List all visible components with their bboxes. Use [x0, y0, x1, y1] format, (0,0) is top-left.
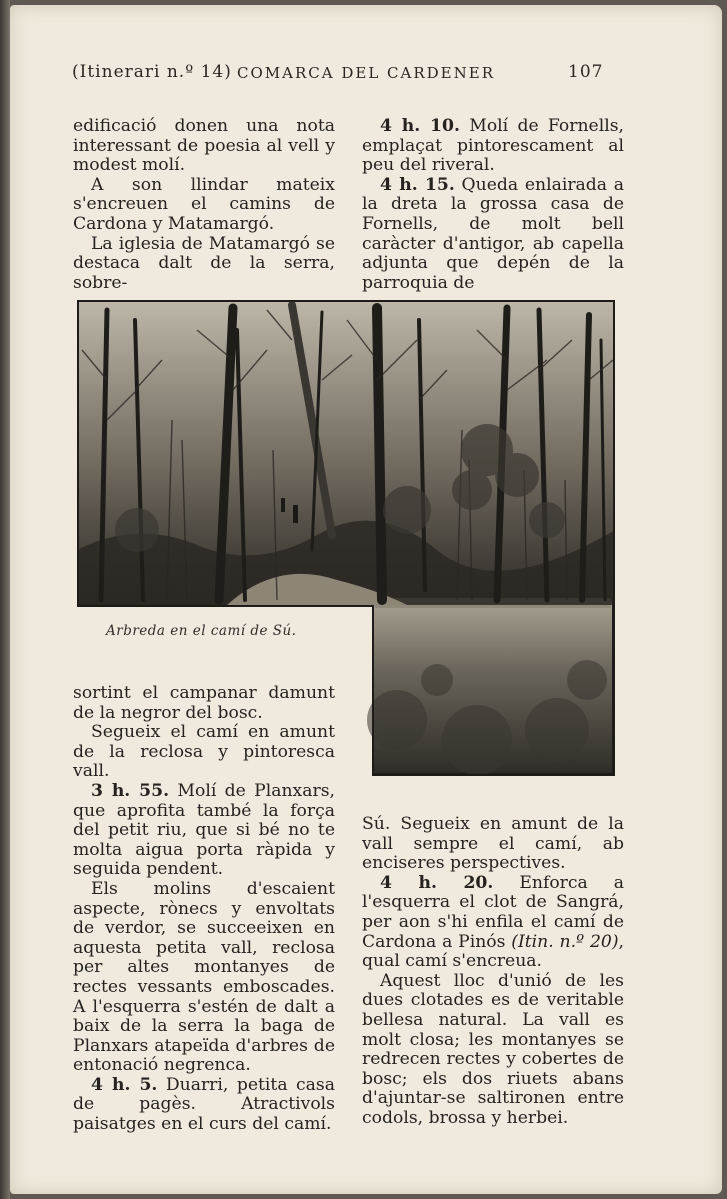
paragraph	[73, 235, 335, 294]
paragraph	[362, 874, 624, 972]
paragraph	[73, 723, 335, 782]
left-column-top	[73, 117, 335, 293]
paragraph-text: La iglesia de Matamargó se destaca dalt de la serra, sobre-	[73, 233, 335, 293]
paragraph	[73, 1076, 335, 1135]
paragraph	[362, 117, 624, 176]
time-marker: 4 h. 5.	[91, 1074, 158, 1095]
time-marker: 4 h. 20.	[380, 872, 494, 893]
paragraph-text: Molí de Planxars, que aprofita també la força del petit riu, que si bé no te molta aigua porta ràpida y seguida pendent.	[73, 780, 336, 880]
paragraph	[73, 176, 335, 235]
paragraph-text: Els molins d'escaient aspecte, rònecs y envoltats de verdor, se succeeixen en aquesta petita vall, reclosa per altes montanyes de rectes vessants emboscades. A l'esquerra s'estén de dalt a baix de la serra la baga de Planxars atapeïda d'arbres de entonació negrenca.	[73, 878, 335, 1076]
paragraph-text: Sú. Segueix en amunt de la vall sempre el camí, ab enciseres perspectives.	[362, 814, 624, 874]
paragraph-text: edificació donen una nota interessant de poesia al vell y modest molí.	[73, 116, 335, 176]
time-marker: 4 h. 10.	[380, 116, 460, 136]
running-title: COMARCA DEL CARDENER	[237, 64, 495, 82]
page-number: 107	[568, 62, 604, 82]
paragraph	[362, 176, 624, 294]
right-column-top	[362, 117, 624, 293]
right-column-bottom	[362, 815, 624, 1129]
time-marker: 4 h. 15.	[380, 174, 455, 195]
paragraph-text: , qual camí s'encreua.	[362, 931, 624, 972]
paragraph-text: Segueix el camí en amunt de la reclosa y pintoresca vall.	[73, 722, 335, 782]
paragraph-text: Aquest lloc d'unió de les dues clotades es de veritable bellesa natural. La vall es molt closa; les montanyes se redrecen rectes y cobertes de bosc; els dos riuets abans d'ajuntar-se saltironen entre codols, brossa y herbei.	[362, 970, 624, 1128]
paragraph	[362, 815, 624, 874]
paragraph	[73, 117, 335, 176]
book-gutter	[0, 0, 10, 1199]
figure-caption: Arbreda en el camí de Sú.	[106, 623, 297, 639]
paragraph	[73, 880, 335, 1076]
paragraph-text: Molí de Fornells, emplaçat pintorescament al peu del riveral.	[362, 116, 624, 176]
paragraph-text: Enforca a l'esquerra el clot de Sangrá, per aon s'hi enfila el camí de Cardona a Pinós	[362, 872, 624, 952]
paragraph	[73, 782, 335, 880]
left-column-bottom	[73, 684, 335, 1135]
paragraph-text: Queda enlairada a la dreta la grossa casa de Fornells, de molt bell caràcter d'antigor, ab capella adjunta que depén de la parroquia de	[362, 174, 625, 293]
itinerary-reference-italic: (Itin. n.º 20)	[511, 931, 619, 952]
paragraph	[73, 684, 335, 723]
time-marker: 3 h. 55.	[91, 780, 170, 801]
paragraph-text: sortint el campanar damunt de la negror del bosc.	[73, 683, 335, 723]
paragraph-text: A son llindar mateix s'encreuen el camins de Cardona y Matamargó.	[73, 174, 335, 234]
paragraph	[362, 972, 624, 1129]
paragraph-text: Duarri, petita casa de pagès. Atractivols paisatges en el curs del camí.	[73, 1074, 335, 1135]
itinerary-reference: (Itinerari n.º 14)	[72, 62, 232, 82]
